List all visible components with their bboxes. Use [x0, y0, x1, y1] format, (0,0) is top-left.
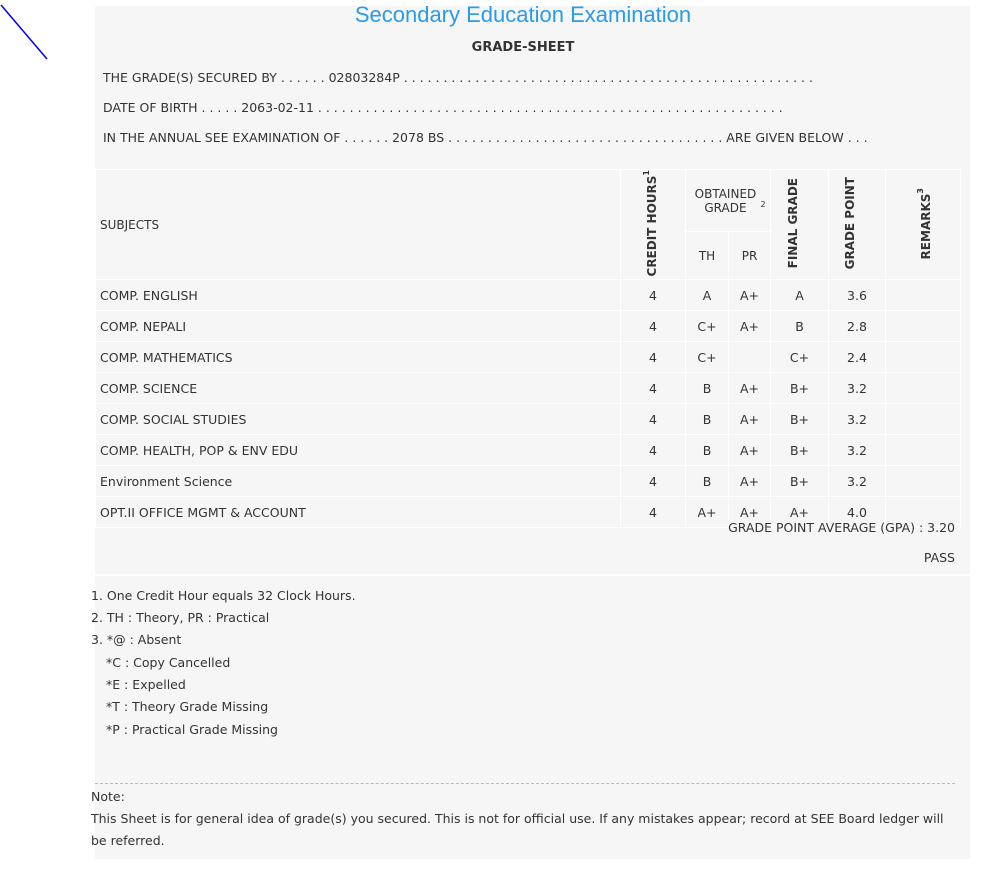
pr-grade-cell: A+: [729, 435, 771, 466]
header-obtained-grade: OBTAINED GRADE $^2$: [686, 170, 771, 232]
remarks-cell: [886, 466, 961, 497]
pr-grade-cell: A+: [729, 466, 771, 497]
grade-point-cell: 2.8: [829, 311, 886, 342]
grade-point-cell: 3.2: [829, 466, 886, 497]
remarks-cell: [886, 435, 961, 466]
header-th: TH: [686, 232, 729, 280]
dob-line: DATE OF BIRTH . . . . . 2063-02-11 . . . . . . . . . . . . . . . . . . . . . . . . . . . . . . . . . . . . . . . . . . . . . . . . . . . . . . . . . . .: [103, 100, 783, 115]
credit-cell: 4: [621, 311, 686, 342]
header-grade-point: GRADE POINT: [829, 170, 886, 280]
grade-point-cell: 3.2: [829, 404, 886, 435]
header-subjects: SUBJECTS: [96, 170, 621, 280]
final-grade-cell: B+: [771, 404, 829, 435]
footnote: *E : Expelled: [106, 677, 186, 692]
table-row: [96, 373, 961, 404]
table-row: [96, 280, 961, 311]
footnote: *T : Theory Grade Missing: [106, 699, 269, 714]
pr-grade-cell: A+: [729, 373, 771, 404]
th-grade-cell: A+: [686, 497, 729, 528]
page-title: Secondary Education Examination: [354, 2, 692, 27]
gpa-value: GRADE POINT AVERAGE (GPA) : 3.20: [728, 520, 955, 535]
pr-grade-cell: A+: [729, 280, 771, 311]
table-row: [96, 466, 961, 497]
th-grade-cell: B: [686, 373, 729, 404]
note-text: This Sheet is for general idea of grade(s) you secured. This is not for official use. If any mistakes appear; record at SEE Board ledger will: [91, 811, 944, 826]
remarks-cell: [886, 342, 961, 373]
header-remarks: REMARKS$^3$: [886, 170, 961, 280]
grade-sheet-panel: [91, 2, 970, 859]
th-grade-cell: A: [686, 280, 729, 311]
credit-cell: 4: [621, 342, 686, 373]
exam-year-line: IN THE ANNUAL SEE EXAMINATION OF . . . . . . 2078 BS . . . . . . . . . . . . . . . . . . . . . . . . . . . . . . . . . . . ARE GIVEN BELOW . . .: [103, 130, 868, 145]
th-grade-cell: C+: [686, 311, 729, 342]
symbol-number-line: THE GRADE(S) SECURED BY . . . . . . 02803284P . . . . . . . . . . . . . . . . . . . . . . . . . . . . . . . . . . . . . . . . . . . . . . . . . . . .: [103, 70, 813, 85]
final-grade-cell: C+: [771, 342, 829, 373]
grade-point-cell: 3.2: [829, 373, 886, 404]
final-grade-cell: B+: [771, 435, 829, 466]
grade-point-cell: 4.0: [829, 497, 886, 528]
footnote: 2. TH : Theory, PR : Practical: [91, 610, 270, 625]
divider: [95, 783, 955, 784]
subject-cell: COMP. NEPALI: [96, 311, 621, 342]
remarks-cell: [886, 280, 961, 311]
final-grade-cell: B: [771, 311, 829, 342]
pr-grade-cell: A+: [729, 497, 771, 528]
credit-cell: 4: [621, 373, 686, 404]
subject-cell: COMP. MATHEMATICS: [96, 342, 621, 373]
note-text-cont: be referred.: [91, 833, 165, 848]
footnote: *P : Practical Grade Missing: [106, 722, 278, 737]
grades-table: [95, 169, 961, 528]
table-row: [96, 311, 961, 342]
final-grade-cell: A: [771, 280, 829, 311]
table-row: [96, 404, 961, 435]
header-credit-hours: CREDIT HOURS$^1$: [621, 170, 686, 280]
grade-point-cell: 2.4: [829, 342, 886, 373]
remarks-cell: [886, 404, 961, 435]
credit-cell: 4: [621, 435, 686, 466]
footnote: 3. *@ : Absent: [91, 632, 182, 647]
final-grade-cell: B+: [771, 466, 829, 497]
note-label: Note:: [91, 789, 125, 804]
th-grade-cell: B: [686, 404, 729, 435]
pen-stroke: [0, 0, 60, 70]
credit-cell: 4: [621, 497, 686, 528]
final-grade-cell: A+: [771, 497, 829, 528]
grade-point-cell: 3.6: [829, 280, 886, 311]
footnotes-section: [91, 574, 970, 876]
subject-cell: COMP. HEALTH, POP & ENV EDU: [96, 435, 621, 466]
subject-cell: Environment Science: [96, 466, 621, 497]
credit-cell: 4: [621, 466, 686, 497]
final-grade-cell: B+: [771, 373, 829, 404]
pr-grade-cell: A+: [729, 404, 771, 435]
grade-point-cell: 3.2: [829, 435, 886, 466]
subject-cell: OPT.II OFFICE MGMT & ACCOUNT: [96, 497, 621, 528]
subject-cell: COMP. SOCIAL STUDIES: [96, 404, 621, 435]
remarks-cell: [886, 373, 961, 404]
footnote: *C : Copy Cancelled: [106, 655, 231, 670]
credit-cell: 4: [621, 280, 686, 311]
grade-sheet-heading: GRADE-SHEET: [471, 40, 575, 55]
credit-cell: 4: [621, 404, 686, 435]
pr-grade-cell: A+: [729, 311, 771, 342]
th-grade-cell: C+: [686, 342, 729, 373]
subject-cell: COMP. ENGLISH: [96, 280, 621, 311]
th-grade-cell: B: [686, 435, 729, 466]
footnote: 1. One Credit Hour equals 32 Clock Hours.: [91, 588, 356, 603]
th-grade-cell: B: [686, 466, 729, 497]
subject-cell: COMP. SCIENCE: [96, 373, 621, 404]
pr-grade-cell: [729, 342, 771, 373]
table-row: [96, 435, 961, 466]
table-row: [96, 342, 961, 373]
result-status: PASS: [923, 550, 955, 565]
remarks-cell: [886, 311, 961, 342]
header-final-grade: FINAL GRADE: [771, 170, 829, 280]
header-pr: PR: [729, 232, 771, 280]
